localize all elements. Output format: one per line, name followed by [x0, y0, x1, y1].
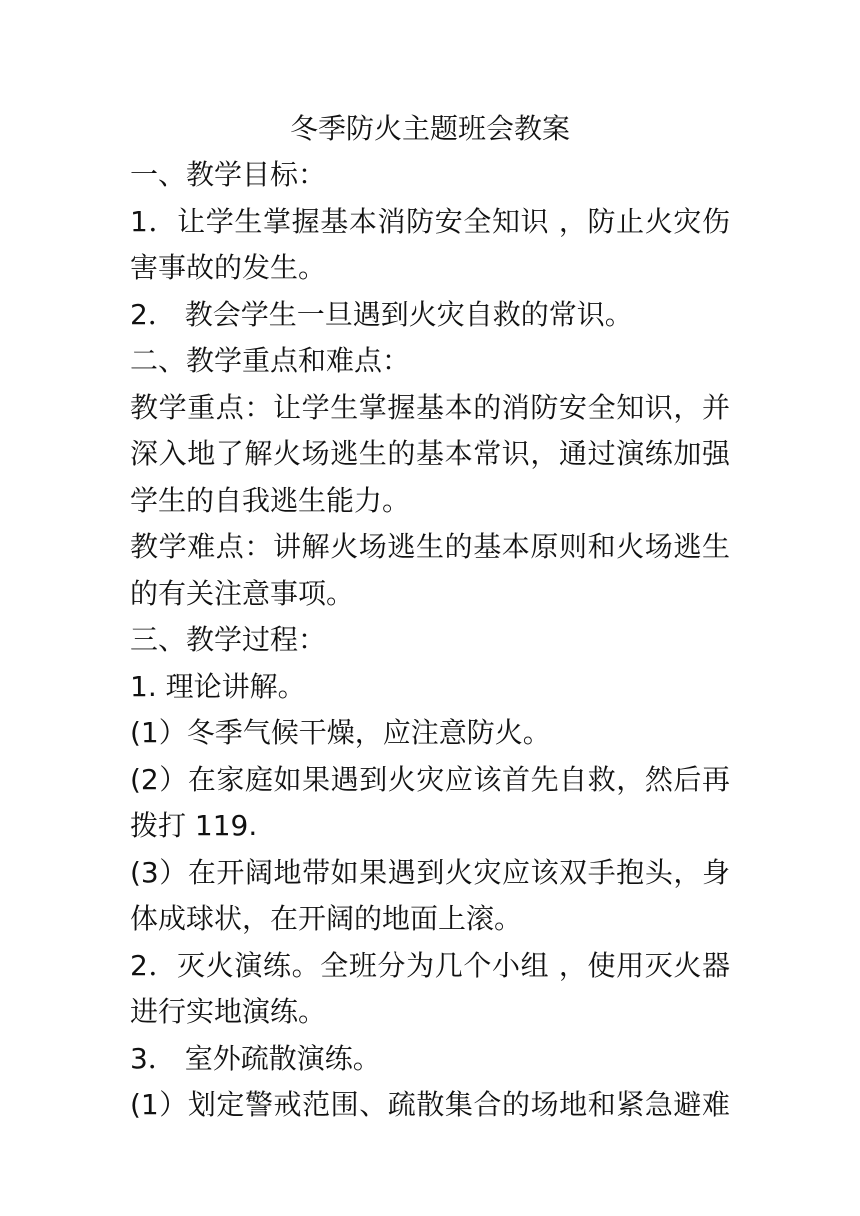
paragraph-line: 3． 室外疏散演练。	[130, 1041, 381, 1075]
paragraph-line: 拨打 119.	[130, 809, 258, 842]
heading-teaching-goals: 一、教学目标：	[130, 158, 327, 191]
paragraph-line: 1．让学生掌握基本消防安全知识 ，防止火灾伤	[130, 204, 730, 238]
paragraph-line: 学生的自我逃生能力。	[130, 483, 411, 517]
paragraph-line: 教学重点：让学生掌握基本的消防安全知识，并	[130, 390, 730, 424]
heading-teaching-process: 三、教学过程：	[130, 623, 327, 656]
paragraph-line: 2． 教会学生一旦遇到火灾自救的常识。	[130, 297, 633, 331]
paragraph-line: 教学难点：讲解火场逃生的基本原则和火场逃生	[130, 530, 730, 563]
paragraph-line: 的有关注意事项。	[130, 576, 355, 610]
paragraph-line: 2．灭火演练。全班分为几个小组 ，使用灭火器	[130, 948, 730, 982]
paragraph-line: 1. 理论讲解。	[130, 669, 306, 703]
paragraph-line: 深入地了解火场逃生的基本常识，通过演练加强	[130, 437, 730, 470]
paragraph-line: (2）在家庭如果遇到火灾应该首先自救，然后再	[130, 762, 730, 796]
paragraph-line: (1）划定警戒范围、疏散集合的场地和紧急避难	[130, 1088, 730, 1121]
paragraph-line: 体成球状，在开阔的地面上滚。	[130, 902, 523, 935]
paragraph-line: 进行实地演练。	[130, 995, 327, 1028]
paragraph-line: 害事故的发生。	[130, 251, 327, 284]
heading-key-points: 二、教学重点和难点：	[130, 344, 411, 377]
paragraph-line: (1）冬季气候干燥，应注意防火。	[130, 716, 551, 749]
document-title: 冬季防火主题班会教案	[289, 112, 570, 145]
document-body	[130, 152, 730, 1129]
paragraph-line: (3）在开阔地带如果遇到火灾应该双手抱头，身	[130, 855, 730, 889]
